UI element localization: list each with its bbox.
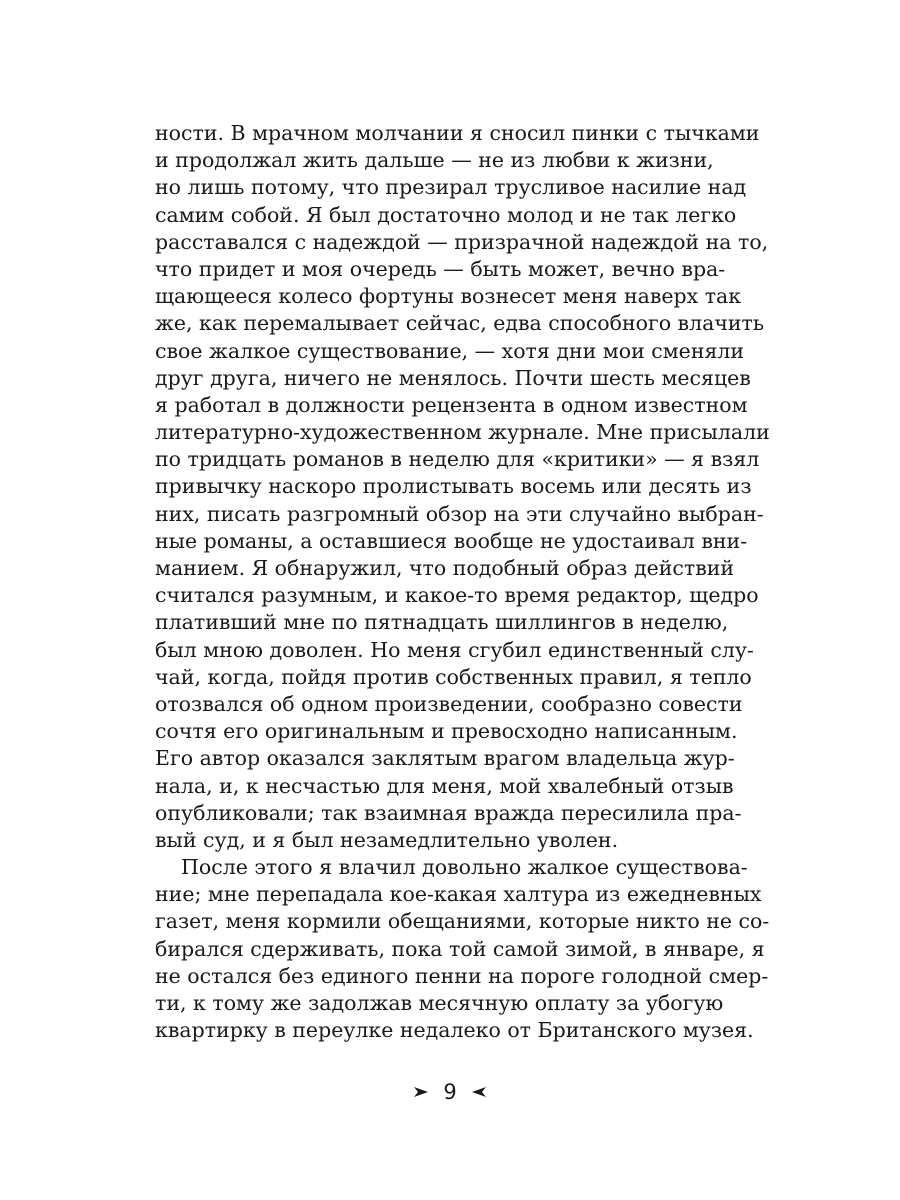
text-line: самим собой. Я был достаточно молод и не так легко <box>155 202 737 227</box>
text-line: Его автор оказался заклятым врагом владельца жур- <box>155 746 735 771</box>
arrow-right-icon <box>413 1086 429 1098</box>
text-line: считался разумным, и какое-то время редактор, щедро <box>155 583 759 608</box>
text-line: же, как перемалывает сейчас, едва способного влачить <box>155 311 765 336</box>
text-line: опубликовали; так взаимная вражда пересилила пра- <box>155 800 742 825</box>
text-line: щающееся колесо фортуны вознесет меня наверх так <box>155 284 742 309</box>
text-line: сочтя его оригинальным и превосходно написанным. <box>155 719 738 744</box>
text-line: манием. Я обнаружил, что подобный образ действий <box>155 556 735 580</box>
text-line: После этого я влачил довольно жалкое существова- <box>181 855 748 880</box>
text-line: ности. В мрачном молчании я сносил пинки с тычками <box>155 121 760 145</box>
text-line: ти, к тому же задолжав месячную оплату за убогую <box>155 991 724 1015</box>
text-line: ние; мне перепадала кое-какая халтура из ежедневных <box>155 882 762 907</box>
text-line: отозвался об одном произведении, сообразно совести <box>155 691 743 716</box>
page-footer <box>0 1076 900 1108</box>
arrow-left-icon <box>471 1086 487 1098</box>
text-line: и продолжал жить дальше — не из любви к жизни, <box>155 148 714 173</box>
body-text <box>155 120 770 1044</box>
text-line: расставался с надеждой — призрачной надеждой на то, <box>155 229 769 254</box>
text-line: привычку наскоро пролистывать восемь или десять из <box>155 474 752 499</box>
text-line: плативший мне по пятнадцать шиллингов в неделю, <box>155 610 729 635</box>
text-line: свое жалкое существование, — хотя дни мои сменяли <box>155 338 745 363</box>
text-line: не остался без единого пенни на пороге голодной смер- <box>155 963 769 988</box>
text-line: по тридцать романов в неделю для «критики» — я взял <box>155 447 760 472</box>
text-line: друг друга, ничего не менялось. Почти шесть месяцев <box>155 365 751 390</box>
text-line: вый суд, и я был незамедлительно уволен. <box>155 827 619 852</box>
text-line: чай, когда, пойдя против собственных правил, я тепло <box>155 664 752 689</box>
text-line: газет, меня кормили обещаниями, которые никто не со- <box>155 909 770 934</box>
text-line: бирался сдерживать, пока той самой зимой, в январе, я <box>155 936 765 961</box>
text-line: квартирку в переулке недалеко от Британского музея. <box>155 1018 754 1043</box>
text-line: них, писать разгромный обзор на эти случайно выбран- <box>155 501 764 526</box>
text-line: литературно-художественном журнале. Мне присылали <box>155 420 770 445</box>
text-line: был мною доволен. Но меня сгубил единственный слу- <box>155 637 754 662</box>
page-number: 9 <box>443 1080 457 1104</box>
text-line: ные романы, а оставшиеся вообще не удостаивал вни- <box>155 528 748 553</box>
text-line: но лишь потому, что презирал трусливое насилие над <box>155 175 747 200</box>
text-line: я работал в должности рецензента в одном известном <box>155 392 748 417</box>
text-line: нала, и, к несчастью для меня, мой хвалебный отзыв <box>155 773 734 798</box>
text-line: что придет и моя очередь — быть может, вечно вра- <box>155 256 726 281</box>
